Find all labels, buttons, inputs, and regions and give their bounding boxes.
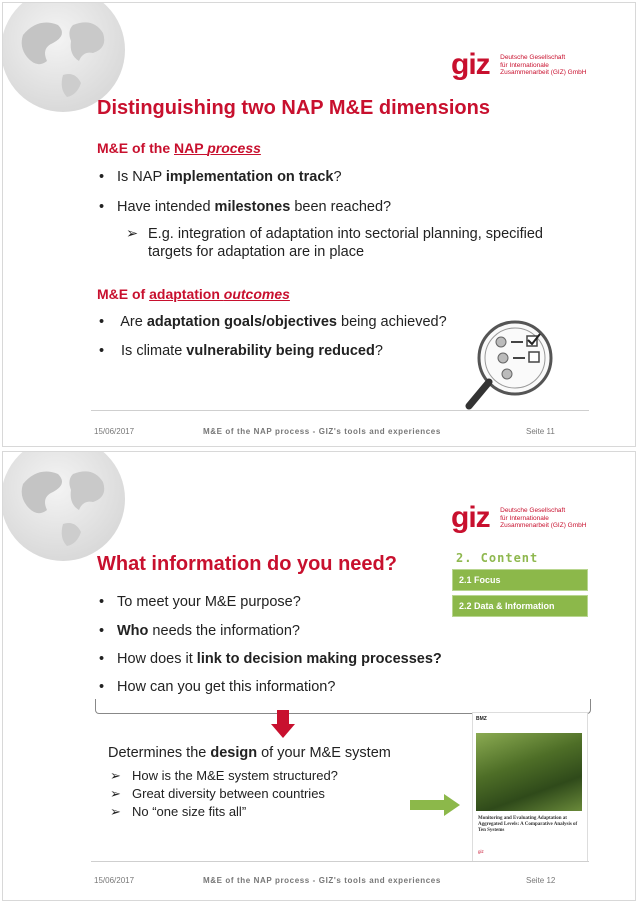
bullet-item: • Is climate vulnerability being reduced? — [99, 343, 383, 359]
process-heading: M&E of the NAP process — [97, 140, 261, 156]
giz-logo: giz Deutsche Gesellschaft für Internationale Zusammenarbeit (GIZ) GmbH — [451, 48, 587, 81]
arrow-bullet-icon: ➢ — [126, 226, 139, 242]
bullet-item: • How can you get this information? — [99, 679, 336, 695]
sub-bullet: ➢ E.g. integration of adaptation into sectorial planning, specified targets for adaptation are in place — [126, 226, 543, 260]
giz-name: Deutsche Gesellschaft für Internationale Zusammenarbeit (GIZ) GmbH — [500, 507, 587, 529]
footer-rule — [91, 410, 589, 411]
content-panel — [452, 551, 588, 617]
outcomes-heading: M&E of adaptation outcomes — [97, 286, 290, 302]
design-bullet: ➢ No “one size fits all” — [110, 804, 247, 819]
bullet-item: • Have intended milestones been reached? — [99, 199, 392, 215]
content-item-focus: 2.1 Focus — [452, 569, 588, 591]
design-bullet: ➢ Great diversity between countries — [110, 786, 325, 801]
bullet-item: • Is NAP implementation on track? — [99, 169, 342, 185]
design-bullet: ➢ How is the M&E system structured? — [110, 768, 338, 783]
down-arrow-icon — [271, 710, 295, 738]
footer-rule — [91, 861, 589, 862]
report-cover: BMZ Monitoring and Evaluating Adaptation at Aggregated Levels: A Comparative Analysis of Ten Systems giz — [472, 712, 588, 862]
slide-11: giz Deutsche Gesellschaft für Internationale Zusammenarbeit (GIZ) GmbH Distinguishing two NAP M&E dimensions M&E of the NAP process • Is NAP implementation on track? • Have intended milestones been reached? ➢ E.g. integration of adaptation into sectorial planning, specified targets for adaptation are in place M&E of adaptation outcomes • Are adaptation goals/objectives being achieved? • Is climate vulnerability being reduced? 15/06/2017 M&E of the NAP process - GIZ's tools and experiences Seite 11 — [2, 2, 636, 447]
magnifier-checklist-icon — [465, 316, 575, 411]
content-heading: 2. Content — [456, 551, 539, 565]
design-statement: Determines the design of your M&E system — [108, 745, 391, 761]
bullet-item: • To meet your M&E purpose? — [99, 594, 301, 610]
slide-title: What information do you need? — [97, 553, 397, 575]
bullet-item: • How does it link to decision making processes? — [99, 651, 442, 667]
giz-logo: giz Deutsche Gesellschaft für Internationale Zusammenarbeit (GIZ) GmbH — [451, 501, 587, 534]
giz-name: Deutsche Gesellschaft für Internationale Zusammenarbeit (GIZ) GmbH — [500, 54, 587, 76]
bullet-item: • Are adaptation goals/objectives being achieved? — [99, 314, 447, 330]
report-photo — [476, 733, 582, 811]
bullet-item: • Who needs the information? — [99, 623, 300, 639]
right-arrow-icon — [410, 794, 460, 816]
content-item-data: 2.2 Data & Information — [452, 595, 588, 617]
slide-title: Distinguishing two NAP M&E dimensions — [97, 97, 490, 119]
slide-12: giz Deutsche Gesellschaft für Internationale Zusammenarbeit (GIZ) GmbH What information do you need? 2. Content 2.1 Focus 2.2 Data & Information • To meet your M&E purpose? • Who needs the information? • How does it link to decision making processes? • How can you get this information? Determines the design of your M&E system ➢ How is the M&E system structured? ➢ Great diversity between countries ➢ No “one size fits all” BMZ Monitoring and Evaluating Adaptation at Aggregated Levels: A Comparative Analysis of Ten Systems giz 15/06/2017 M&E of the NAP process - GIZ's tools and experiences Seite 12 — [2, 451, 636, 901]
